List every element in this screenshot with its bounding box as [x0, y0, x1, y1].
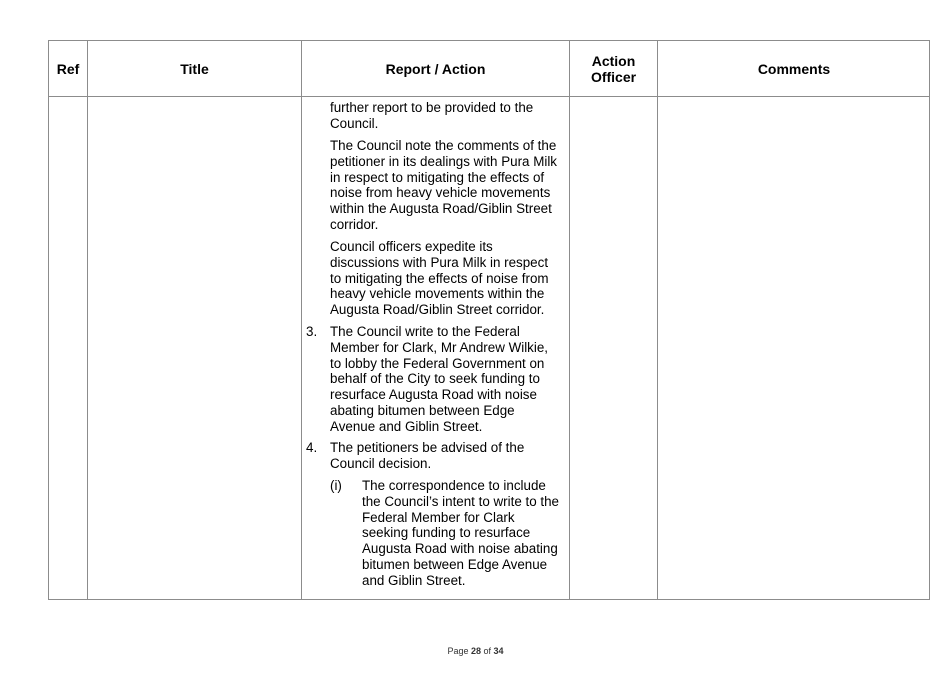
column-divider [657, 41, 658, 599]
page-of: of [483, 646, 492, 656]
text-line: Federal Member for Clark [362, 509, 515, 525]
page-current: 28 [470, 646, 481, 656]
header-title: Title [180, 60, 209, 77]
header-report-action: Report / Action [385, 60, 486, 77]
text-line: seeking funding to resurface [362, 525, 531, 541]
item-number: 4. [306, 440, 318, 455]
text-line: abating bitumen between Edge [330, 402, 515, 418]
column-divider [569, 41, 570, 599]
text-line: The petitioners be advised of the [330, 440, 525, 455]
text-line: The Council write to the Federal [330, 324, 520, 339]
text-line: Augusta Road with noise abating [362, 541, 558, 557]
header-action-officer-line2: Officer [590, 68, 637, 85]
report-item-3 [306, 324, 568, 435]
header-action-officer-line1: Action [591, 52, 636, 69]
text-line: to mitigating the effects of noise from [330, 270, 549, 286]
item-text [330, 440, 568, 472]
text-line: Avenue and Giblin Street. [330, 418, 483, 434]
text-line: petitioner in its dealings with Pura Milk [330, 153, 558, 169]
text-line: corridor. [330, 216, 379, 232]
item-number: 3. [306, 324, 318, 339]
text-line: the Council’s intent to write to the [362, 493, 560, 509]
report-subitem-i [330, 478, 568, 589]
text-line: resurface Augusta Road with noise [330, 387, 537, 403]
header-comments: Comments [757, 60, 831, 77]
text-line: Augusta Road/Giblin Street corridor. [330, 302, 545, 318]
page-total: 34 [493, 646, 504, 656]
text-line: heavy vehicle movements within the [330, 286, 545, 302]
text-line: noise from heavy vehicle movements [330, 185, 551, 201]
column-divider [87, 41, 88, 599]
page-label: Page [447, 646, 469, 656]
text-line: further report to be provided to the [330, 100, 534, 115]
text-line: and Giblin Street. [362, 572, 466, 588]
action-table [48, 40, 930, 600]
header-ref: Ref [56, 60, 80, 77]
item-text [330, 324, 568, 435]
column-divider [301, 41, 302, 599]
report-paragraph-1 [330, 100, 568, 132]
report-paragraph-3 [330, 239, 568, 318]
report-item-4 [306, 440, 568, 472]
text-line: Council decision. [330, 455, 432, 471]
text-line: Member for Clark, Mr Andrew Wilkie, [330, 339, 549, 355]
text-line: behalf of the City to seek funding to [330, 371, 540, 387]
text-line: The Council note the comments of the [330, 138, 557, 153]
text-line: bitumen between Edge Avenue [362, 556, 548, 572]
text-line: Council. [330, 115, 379, 131]
text-line: Council officers expedite its [330, 239, 493, 254]
header-divider [49, 96, 929, 97]
subitem-text [362, 478, 568, 589]
text-line: to lobby the Federal Government on [330, 355, 545, 371]
text-line: in respect to mitigating the effects of [330, 169, 545, 185]
subitem-number: (i) [330, 478, 342, 493]
report-paragraph-2 [330, 138, 568, 233]
page-footer [0, 646, 951, 656]
text-line: within the Augusta Road/Giblin Street [330, 201, 552, 217]
text-line: The correspondence to include [362, 478, 546, 493]
header-action-officer [570, 41, 657, 96]
text-line: discussions with Pura Milk in respect [330, 254, 549, 270]
